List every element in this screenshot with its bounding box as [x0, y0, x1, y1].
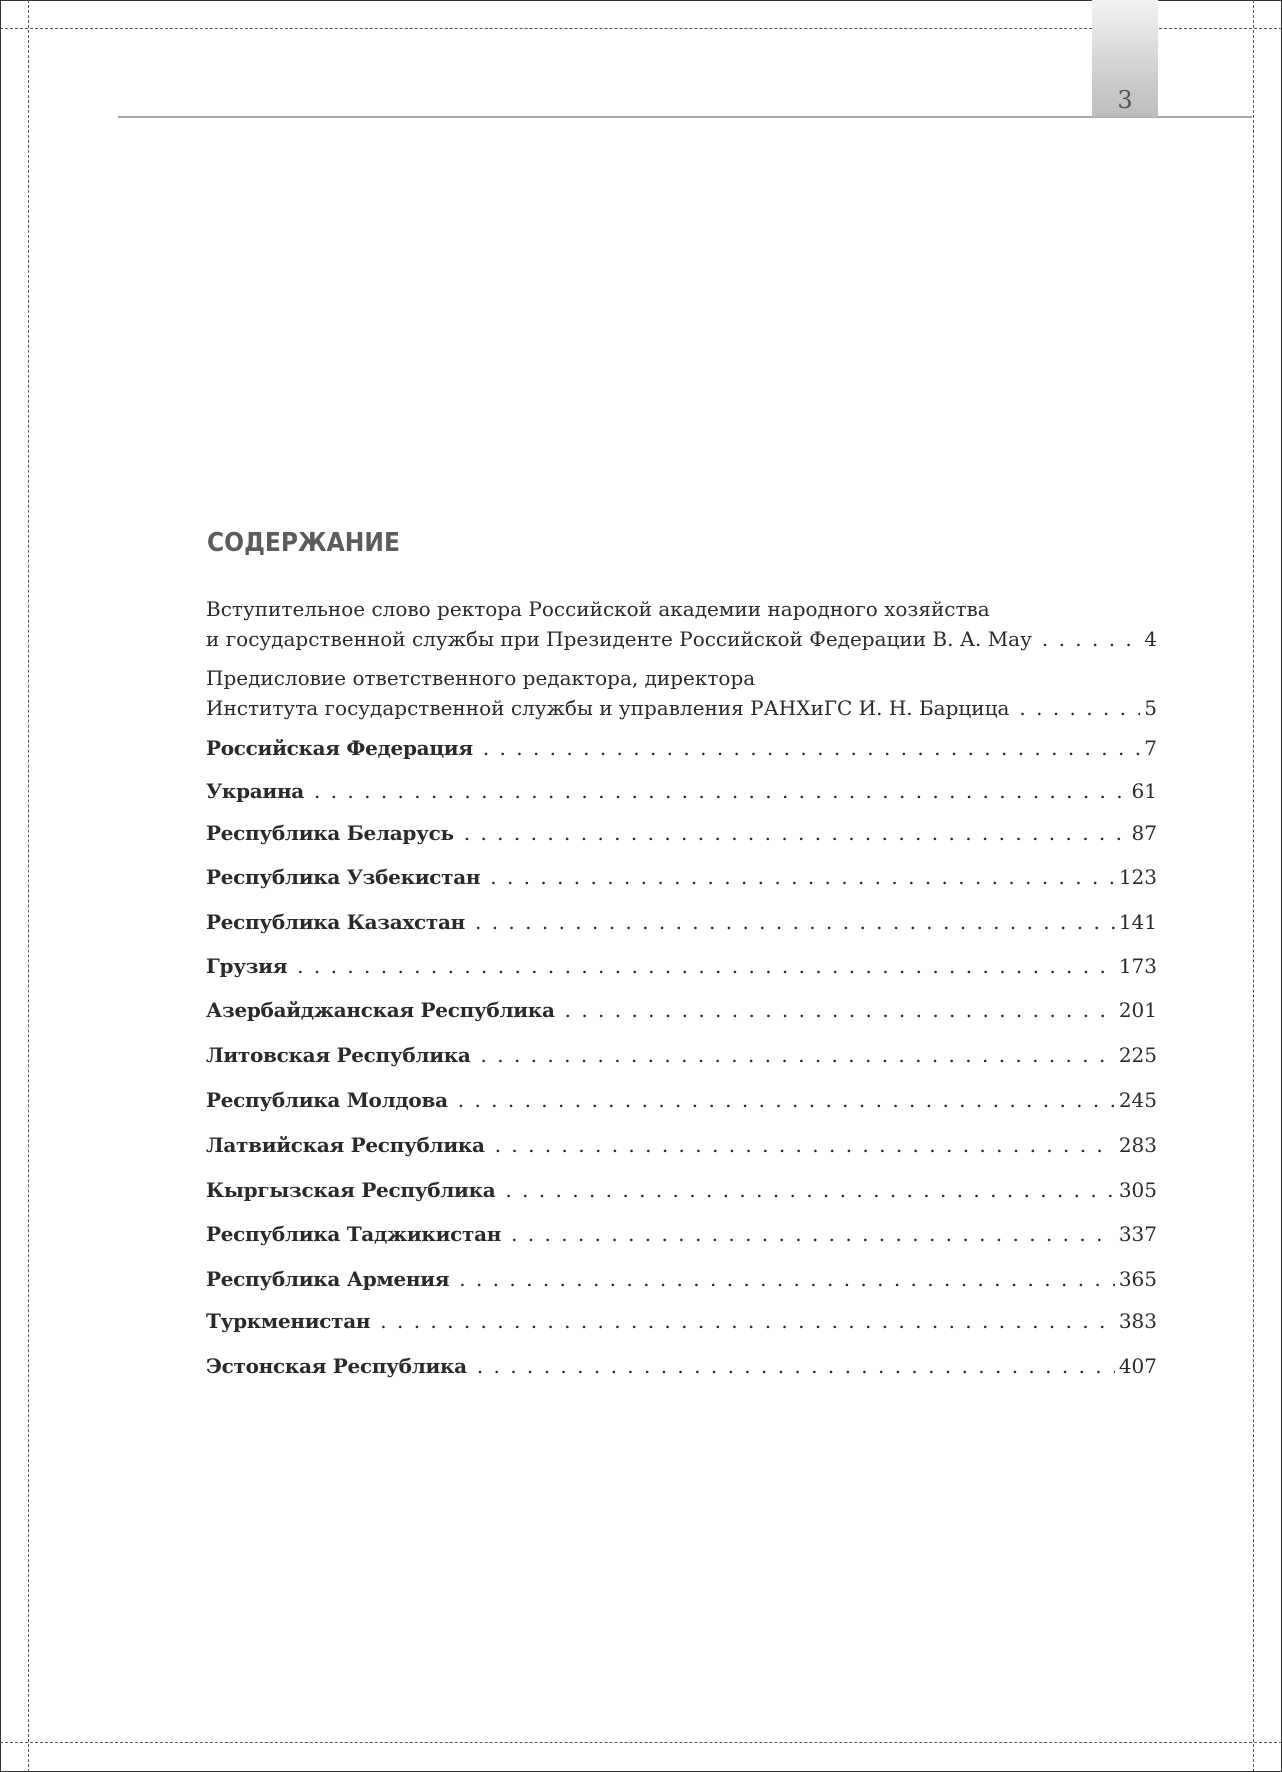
toc-entry-tajikistan[interactable]	[206, 1219, 1157, 1249]
toc-entry-page: 245	[1118, 1088, 1157, 1112]
toc-dot-leader	[483, 733, 1140, 763]
toc-entry-page: 337	[1118, 1222, 1157, 1246]
toc-entry-title: Российская Федерация	[206, 736, 473, 760]
toc-entry-title: Республика Армения	[206, 1267, 450, 1291]
toc-entry-preface[interactable]	[206, 663, 1157, 723]
toc-entry-title: Республика Казахстан	[206, 910, 465, 934]
toc-entry-page: 61	[1131, 779, 1157, 803]
toc-dot-leader	[490, 862, 1115, 892]
toc-entry-uzbekistan[interactable]	[206, 862, 1157, 892]
toc-entry-page: 365	[1118, 1267, 1157, 1291]
toc-entry-title: Республика Молдова	[206, 1088, 448, 1112]
toc-entry-latvia[interactable]	[206, 1130, 1157, 1160]
toc-entry-page: 283	[1118, 1133, 1157, 1157]
toc-dot-leader	[314, 776, 1128, 806]
toc-entry-intro[interactable]	[206, 594, 1157, 654]
page-number-tab	[1092, 0, 1158, 117]
toc-dot-leader	[475, 907, 1115, 937]
toc-entry-title: Грузия	[206, 954, 288, 978]
toc-entry-page: 225	[1118, 1043, 1157, 1067]
toc-entry-title: Эстонская Республика	[206, 1354, 467, 1378]
toc-entry-ukraine[interactable]	[206, 776, 1157, 806]
toc-entry-russia[interactable]	[206, 733, 1157, 763]
page-number: 3	[1117, 86, 1133, 114]
toc-entry-page: 407	[1118, 1354, 1157, 1378]
toc-entry-title: Латвийская Республика	[206, 1133, 485, 1157]
toc-dot-leader	[505, 1175, 1114, 1205]
toc-dot-leader	[458, 1085, 1115, 1115]
toc-entry-page: 383	[1118, 1309, 1157, 1333]
toc-entry-line1	[206, 663, 1157, 693]
toc-entry-page: 141	[1118, 910, 1157, 934]
toc-dot-leader	[565, 995, 1115, 1025]
toc-dot-leader	[511, 1219, 1115, 1249]
toc-entry-page: 123	[1118, 865, 1157, 889]
toc-dot-leader	[481, 1040, 1115, 1070]
toc-dot-leader	[464, 818, 1128, 848]
toc-entry-title-line1: Предисловие ответственного редактора, директора	[206, 666, 756, 690]
toc-entry-line2	[206, 693, 1157, 723]
toc-entry-page: 5	[1144, 696, 1157, 720]
toc-entry-title: Республика Беларусь	[206, 821, 454, 845]
toc-entry-title: Института государственной службы и управления РАНХиГС И. Н. Барцица	[206, 696, 1010, 720]
toc-entry-turkmenistan[interactable]	[206, 1306, 1157, 1336]
crop-mark-top	[0, 28, 1282, 29]
toc-entry-page: 7	[1144, 736, 1157, 760]
toc-dot-leader	[297, 951, 1115, 981]
toc-entry-armenia[interactable]	[206, 1264, 1157, 1294]
toc-entry-line1	[206, 594, 1157, 624]
toc-entry-kyrgyzstan[interactable]	[206, 1175, 1157, 1205]
crop-mark-left	[28, 0, 29, 1772]
toc-entry-title-line1: Вступительное слово ректора Российской академии народного хозяйства	[206, 597, 990, 621]
toc-dot-leader	[1019, 693, 1140, 723]
toc-entry-title: Республика Таджикистан	[206, 1222, 502, 1246]
toc-entry-azerbaijan[interactable]	[206, 995, 1157, 1025]
toc-entry-moldova[interactable]	[206, 1085, 1157, 1115]
toc-entry-line2	[206, 624, 1157, 654]
crop-mark-right	[1253, 0, 1254, 1772]
toc-entry-page: 173	[1118, 954, 1157, 978]
toc-entry-title: Литовская Республика	[206, 1043, 471, 1067]
toc-entry-page: 201	[1118, 998, 1157, 1022]
toc-entry-title: и государственной службы при Президенте Российской Федерации В. А. Мау	[206, 627, 1032, 651]
toc-entry-georgia[interactable]	[206, 951, 1157, 981]
toc-entry-kazakhstan[interactable]	[206, 907, 1157, 937]
toc-entry-page: 305	[1118, 1178, 1157, 1202]
toc-entry-title: Республика Узбекистан	[206, 865, 481, 889]
toc-dot-leader	[459, 1264, 1115, 1294]
toc-entry-title: Кыргызская Республика	[206, 1178, 496, 1202]
toc-dot-leader	[495, 1130, 1115, 1160]
toc-entry-title: Азербайджанская Республика	[206, 998, 555, 1022]
toc-entry-estonia[interactable]	[206, 1351, 1157, 1381]
toc-dot-leader	[477, 1351, 1115, 1381]
toc-entry-page: 87	[1131, 821, 1157, 845]
crop-mark-bottom	[0, 1742, 1282, 1743]
toc-dot-leader	[1042, 624, 1140, 654]
toc-entry-belarus[interactable]	[206, 818, 1157, 848]
toc-entry-page: 4	[1144, 627, 1157, 651]
toc-entry-lithuania[interactable]	[206, 1040, 1157, 1070]
toc-entry-title: Украина	[206, 779, 304, 803]
toc-entry-title: Туркменистан	[206, 1309, 371, 1333]
header-rule	[118, 116, 1252, 118]
toc-heading: СОДЕРЖАНИЕ	[207, 528, 400, 558]
toc-dot-leader	[380, 1306, 1115, 1336]
